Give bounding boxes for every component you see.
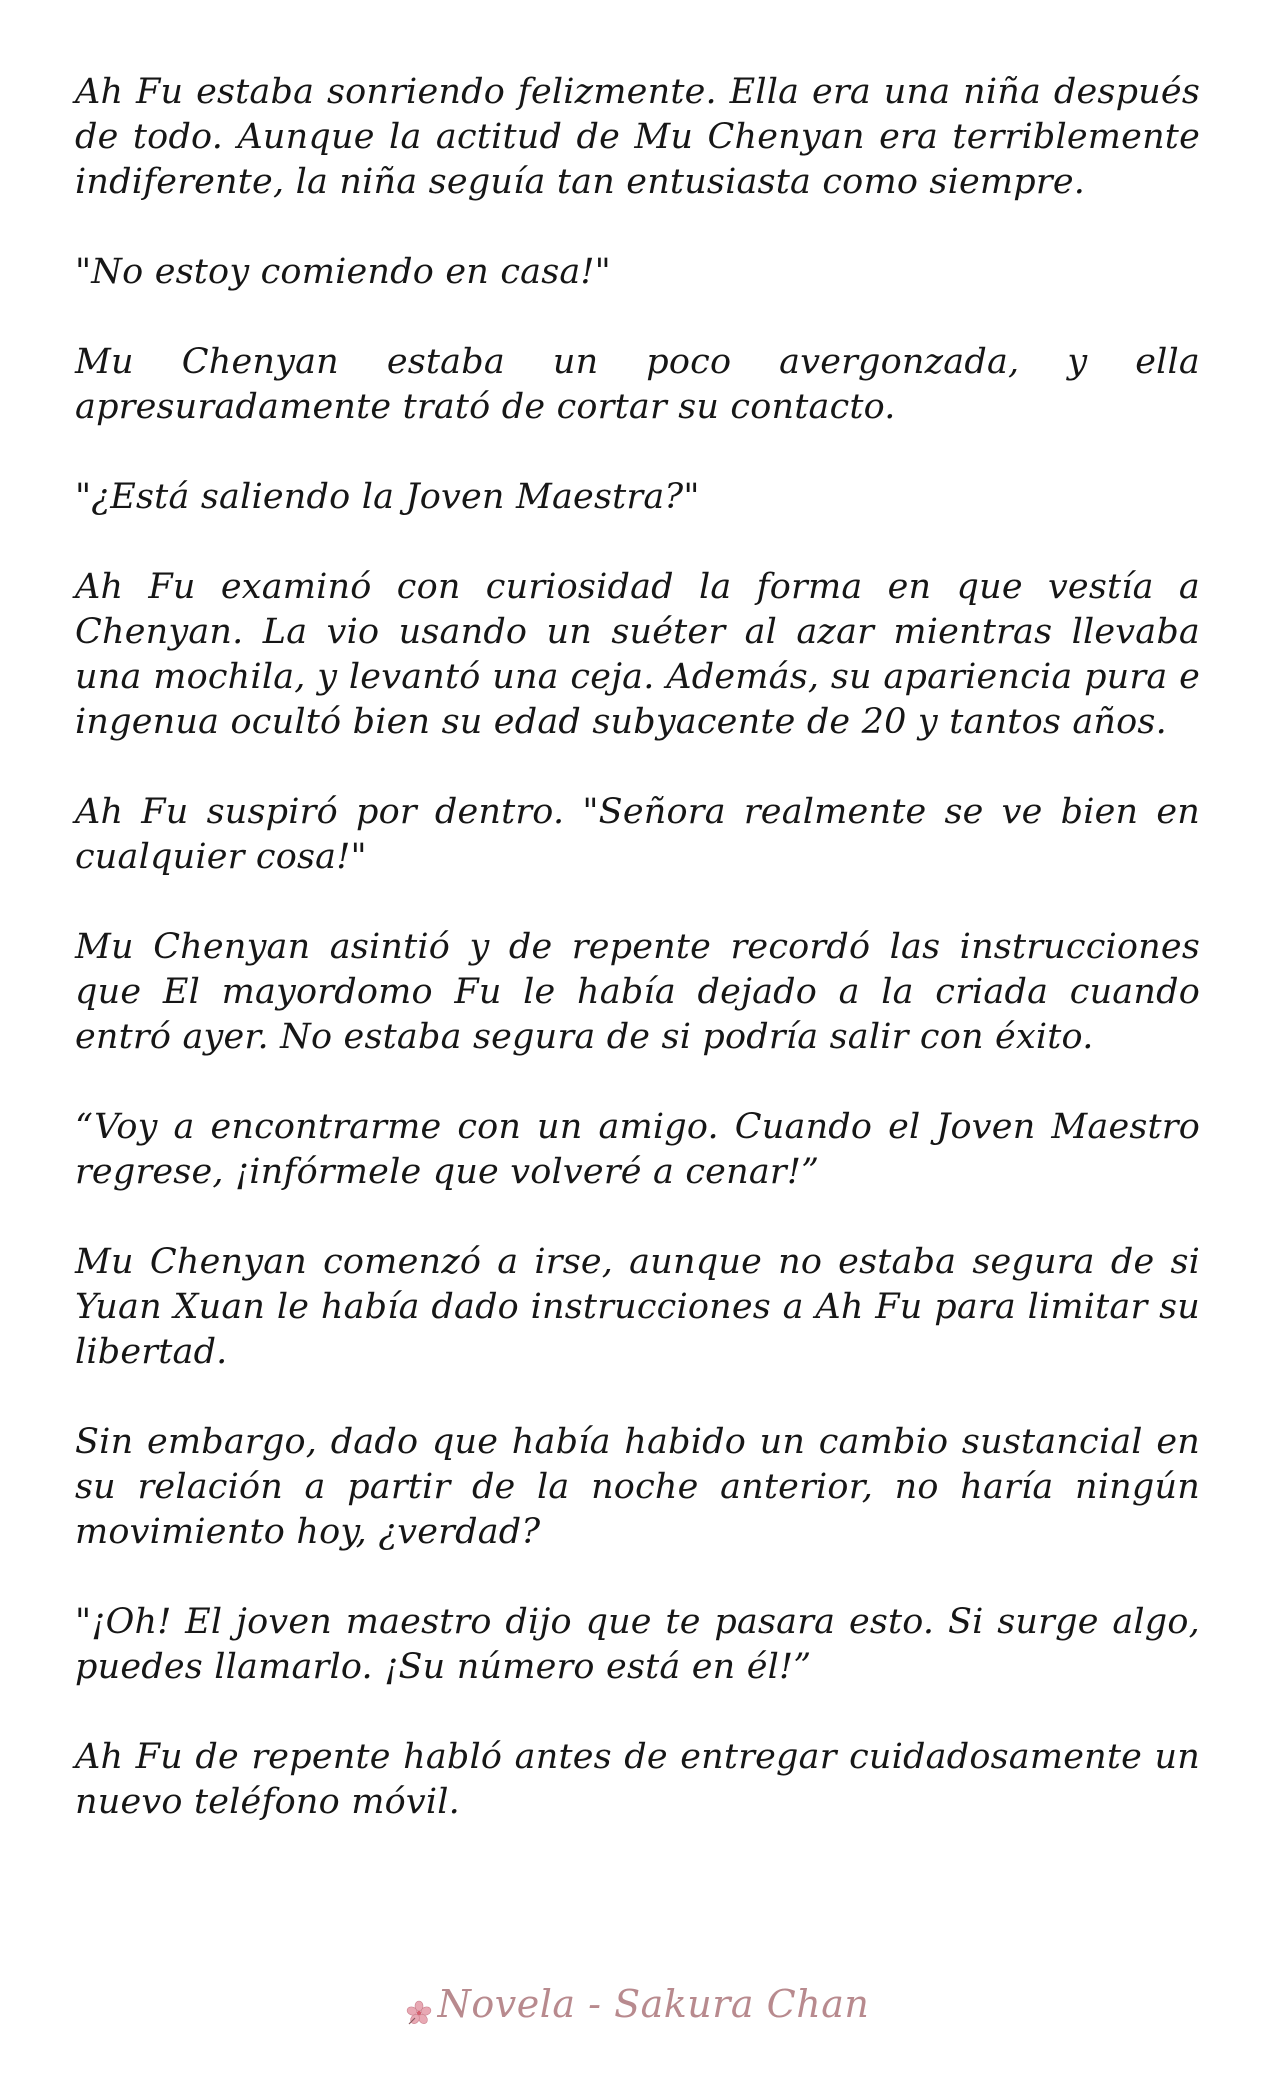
- chapter-text: [75, 70, 1200, 1870]
- paragraph: “Voy a encontrarme con un amigo. Cuando el Joven Maestro regrese, ¡infórmele que volveré a cenar!”: [75, 1107, 1200, 1192]
- paragraph: "¡Oh! El joven maestro dijo que te pasara esto. Si surge algo, puedes llamarlo. ¡Su número está en él!”: [75, 1602, 1200, 1687]
- paragraph: Mu Chenyan asintió y de repente recordó las instrucciones que El mayordomo Fu le había dejado a la criada cuando entró ayer. No estaba segura de si podría salir con éxito.: [75, 927, 1200, 1057]
- paragraph: Sin embargo, dado que había habido un cambio sustancial en su relación a partir de la noche anterior, no haría ningún movimiento hoy, ¿verdad?: [75, 1422, 1200, 1552]
- watermark: [0, 1982, 1275, 2026]
- watermark-text: Novela - Sakura Chan: [437, 1982, 870, 2026]
- sakura-flower-icon: [406, 1991, 432, 2017]
- paragraph: "¿Está saliendo la Joven Maestra?": [75, 477, 700, 517]
- paragraph: "No estoy comiendo en casa!": [75, 252, 611, 292]
- paragraph: Ah Fu suspiró por dentro. "Señora realmente se ve bien en cualquier cosa!": [75, 792, 1200, 877]
- paragraph: Ah Fu examinó con curiosidad la forma en que vestía a Chenyan. La vio usando un suéter al azar mientras llevaba una mochila, y levantó una ceja. Además, su apariencia pura e ingenua ocultó bien su edad subyacente de 20 y tantos años.: [75, 567, 1200, 742]
- paragraph: Ah Fu estaba sonriendo felizmente. Ella era una niña después de todo. Aunque la actitud de Mu Chenyan era terriblemente indiferente, la niña seguía tan entusiasta como siempre.: [75, 72, 1200, 202]
- paragraph: Ah Fu de repente habló antes de entregar cuidadosamente un nuevo teléfono móvil.: [75, 1737, 1200, 1822]
- paragraph: Mu Chenyan estaba un poco avergonzada, y ella apresuradamente trató de cortar su contacto.: [75, 342, 1200, 427]
- paragraph: Mu Chenyan comenzó a irse, aunque no estaba segura de si Yuan Xuan le había dado instrucciones a Ah Fu para limitar su libertad.: [75, 1242, 1200, 1372]
